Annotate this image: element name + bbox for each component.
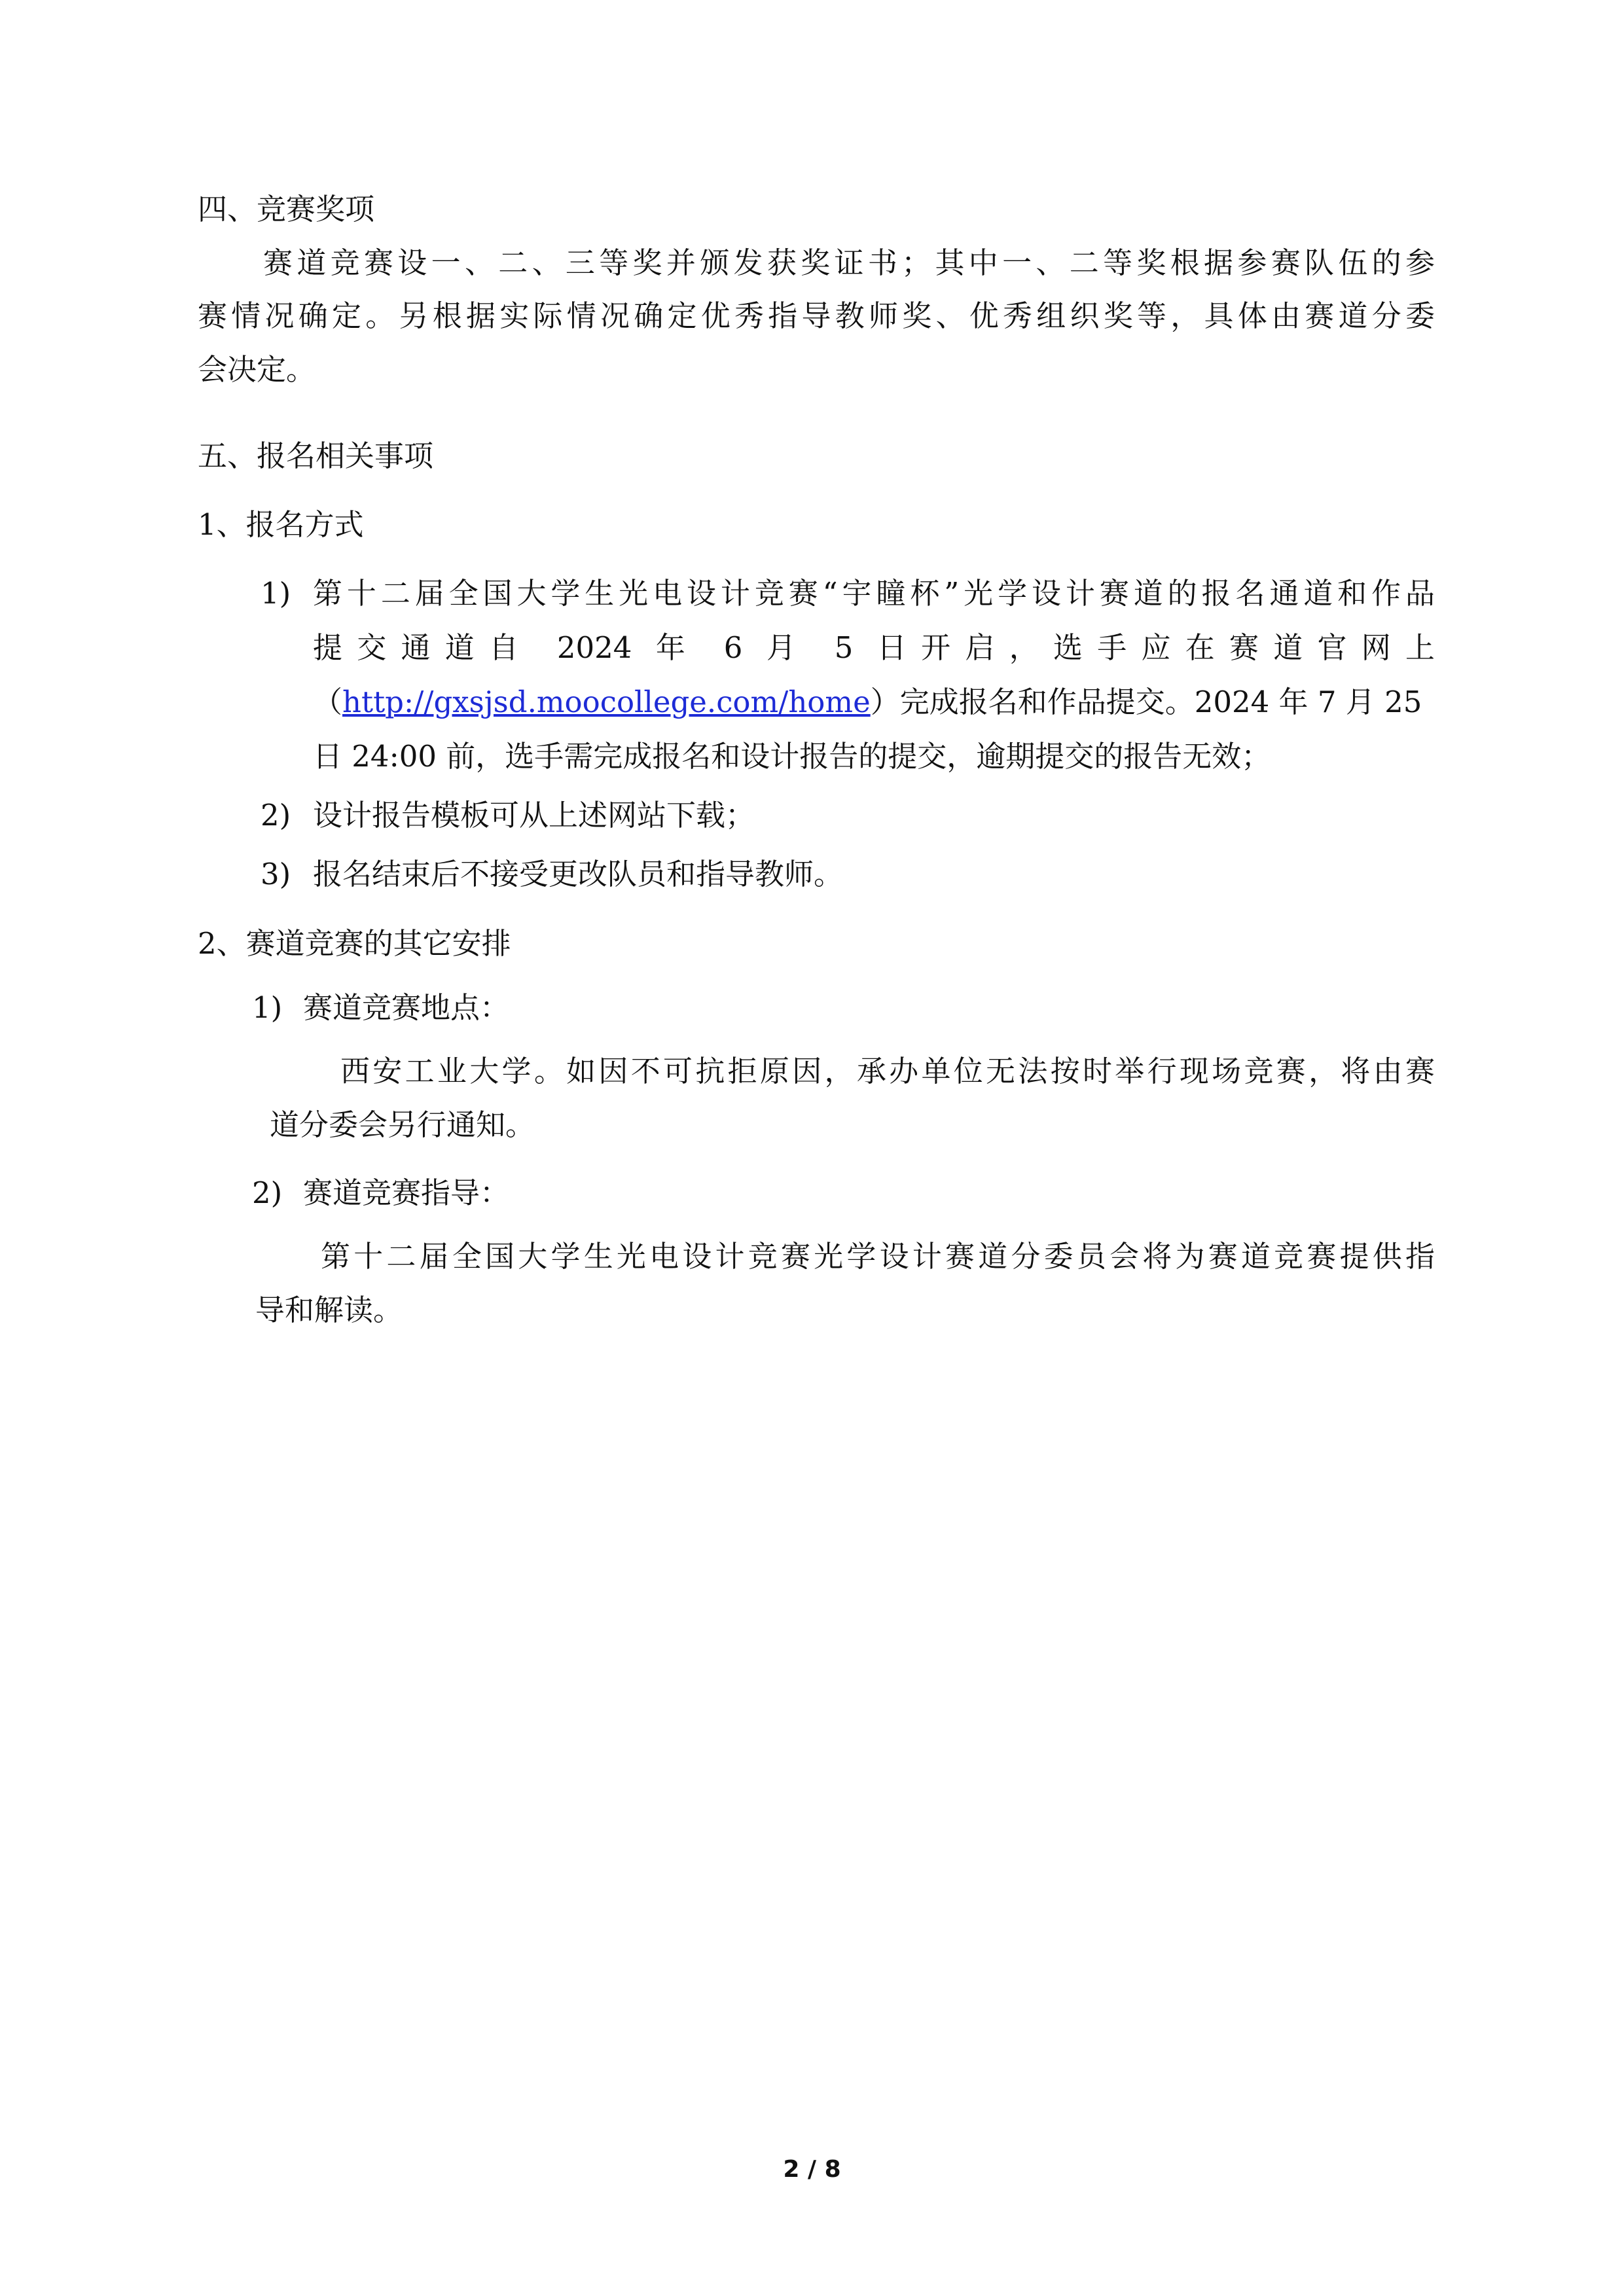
section-4-heading: 四、竞赛奖项 [198, 192, 375, 226]
venue-number: 1) [252, 990, 283, 1025]
guidance-paragraph-line-1: 第十二届全国大学生光电设计竞赛光学设计赛道分委员会将为赛道竞赛提供指 [321, 1239, 1435, 1274]
guidance-number: 2) [252, 1175, 283, 1210]
guidance-paragraph-line-2: 导和解读。 [255, 1293, 403, 1327]
page-number: 2 / 8 [783, 2156, 841, 2183]
section-4-paragraph-line-2: 赛情况确定。另根据实际情况确定优秀指导教师奖、优秀组织奖等，具体由赛道分委 [198, 298, 1435, 333]
registration-item-1-line-4: 日 24:00 前，选手需完成报名和设计报告的提交，逾期提交的报告无效； [313, 739, 1271, 774]
registration-item-1-line-3 [313, 683, 1422, 722]
venue-heading: 赛道竞赛地点： [303, 990, 510, 1025]
registration-item-1-number: 1) [261, 576, 291, 611]
paren-open: （ [313, 685, 343, 719]
section-4-paragraph-line-1: 赛道竞赛设一、二、三等奖并颁发获奖证书；其中一、二等奖根据参赛队伍的参 [263, 245, 1435, 280]
guidance-heading: 赛道竞赛指导： [303, 1175, 510, 1210]
section-4-paragraph-line-3: 会决定。 [198, 352, 316, 387]
paren-close-text: ）完成报名和作品提交。2024 年 7 月 25 [870, 685, 1422, 719]
registration-item-1-line-1: 第十二届全国大学生光电设计竞赛“宇瞳杯”光学设计赛道的报名通道和作品 [313, 576, 1435, 611]
section-5-heading: 五、报名相关事项 [198, 439, 434, 473]
registration-method-heading: 1、报名方式 [198, 507, 364, 542]
registration-item-3-number: 3) [261, 857, 291, 891]
registration-item-2-text: 设计报告模板可从上述网站下载； [313, 798, 755, 833]
official-site-link[interactable]: http://gxsjsd.moocollege.com/home [342, 685, 871, 719]
registration-item-1-line-2: 提交通道自 2024 年 6 月 5 日开启，选手应在赛道官网上 [313, 630, 1435, 665]
venue-paragraph-line-2: 道分委会另行通知。 [270, 1107, 535, 1142]
registration-item-3-text: 报名结束后不接受更改队员和指导教师。 [313, 857, 844, 891]
other-arrangements-heading: 2、赛道竞赛的其它安排 [198, 926, 511, 961]
registration-item-2-number: 2) [261, 798, 291, 833]
venue-paragraph-line-1: 西安工业大学。如因不可抗拒原因，承办单位无法按时举行现场竞赛，将由赛 [340, 1054, 1435, 1088]
